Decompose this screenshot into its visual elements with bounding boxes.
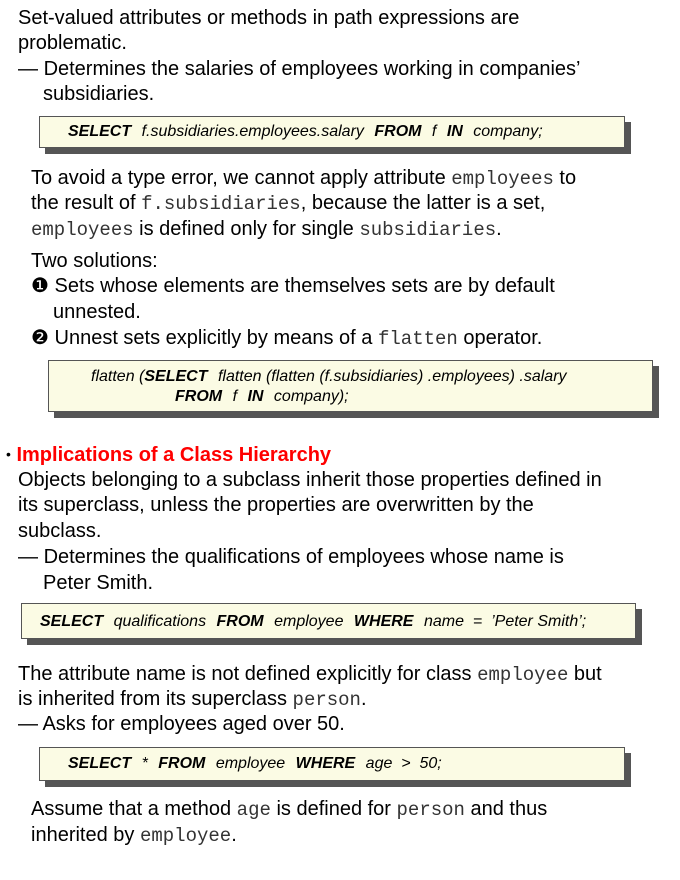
keyword-from: FROM [158,755,206,772]
keyword-in: IN [247,388,264,405]
keyword-select: SELECT [68,123,132,140]
code-term: flatten [377,328,458,350]
code-condition: age > 50; [365,755,442,772]
code-box-2 [48,360,653,412]
keyword-where: WHERE [353,613,414,630]
intro-line-2: problematic. [18,32,127,54]
para2-line-1: The attribute name is not defined explicitly for class employee but [18,663,602,686]
code-expression: f.subsidiaries.employees.salary [141,123,364,140]
code-attribute: qualifications [113,613,207,630]
code-condition: name = ’Peter Smith’; [423,613,587,630]
keyword-in: IN [446,123,463,140]
code-box-1 [39,116,625,148]
solution-1-line-2: unnested. [53,301,141,323]
code-variable: f [431,123,437,140]
hierarchy-line-2: its superclass, unless the properties are overwritten by the [18,494,534,516]
intro-line-1: Set-valued attributes or methods in path expressions are [18,7,520,29]
code-term: employee [139,825,232,847]
dash-marker: — [18,713,38,735]
code-term: person [292,689,361,711]
example-line-2: subsidiaries. [43,83,155,105]
solution-2-line: ❷ Unnest sets explicitly by means of a flatten operator. [31,327,543,350]
para3-line-1: Assume that a method age is defined for person and thus [31,798,548,821]
code-term: employee [477,664,569,686]
keyword-select: SELECT [68,755,132,772]
code-term: person [396,799,465,821]
code-expression: flatten (flatten (f.subsidiaries) .employees) .salary [217,368,567,385]
example-line-5: — Asks for employees aged over 50. [18,713,345,735]
keyword-from: FROM [374,123,422,140]
code-line [40,612,586,632]
code-relation: company; [473,123,543,140]
keyword-select: SELECT [40,613,104,630]
dash-marker: — [18,58,38,80]
example-line-1: — Determines the salaries of employees working in companies’ [18,58,581,80]
solution-1-line-1: ❶ Sets whose elements are themselves sets are by default [31,275,555,297]
code-term: age [236,799,271,821]
example-line-4: Peter Smith. [43,572,154,594]
code-relation: employee [215,755,286,772]
code-relation: company); [273,388,349,405]
keyword-from: FROM [175,388,223,405]
code-term: employees [451,168,554,190]
code-box-4 [39,747,625,781]
code-star: * [141,755,148,772]
example-line-3: — Determines the qualifications of employees whose name is [18,546,564,568]
number-1-icon: ❶ [31,275,49,297]
code-term: subsidiaries [359,219,497,241]
code-term: f.subsidiaries [141,193,301,215]
hierarchy-line-1: Objects belonging to a subclass inherit those properties defined in [18,469,602,491]
keyword-select: SELECT [144,368,208,385]
code-box-3 [21,603,636,639]
code-line-2 [175,387,349,407]
hierarchy-line-3: subclass. [18,520,102,542]
para2-line-2: is inherited from its superclass person. [18,688,367,711]
para1-line-3: employees is defined only for single subsidiaries. [31,218,502,241]
bullet-icon: • [6,446,11,462]
keyword-where: WHERE [295,755,356,772]
para1-line-2: the result of f.subsidiaries, because the latter is a set, [31,192,546,215]
code-line [68,754,442,774]
keyword-from: FROM [216,613,264,630]
section-heading: • Implications of a Class Hierarchy [6,444,332,466]
para1-line-1: To avoid a type error, we cannot apply attribute employees to [31,167,577,190]
code-relation: employee [274,613,344,630]
code-variable: f [232,388,238,405]
number-2-icon: ❷ [31,327,49,349]
code-line [68,122,543,142]
code-line-1: flatten (SELECT flatten (flatten (f.subsidiaries) .employees) .salary [91,368,567,385]
para3-line-2: inherited by employee. [31,824,237,847]
solutions-title: Two solutions: [31,250,158,272]
dash-marker: — [18,546,38,568]
code-term: employees [31,219,134,241]
